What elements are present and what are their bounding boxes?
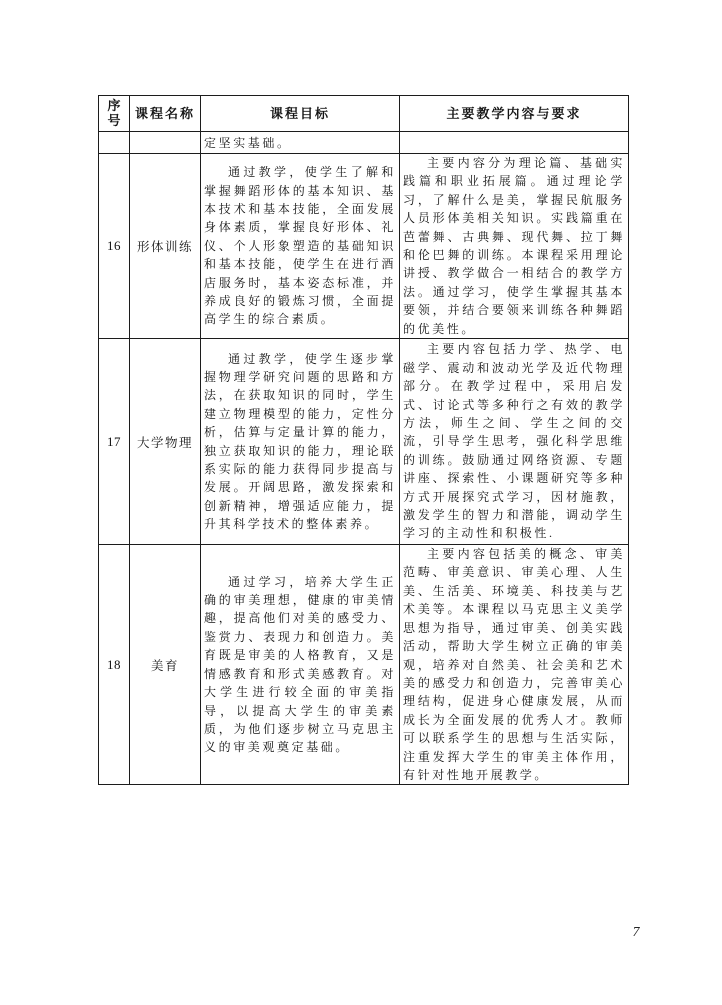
row-17-course-name: 大学物理 xyxy=(130,339,201,545)
row-17-content xyxy=(400,339,629,545)
row-18-course-name: 美育 xyxy=(130,545,201,785)
header-no-label: 序号 xyxy=(107,98,121,128)
continuation-no-cell xyxy=(99,132,130,154)
header-course-objective: 课程目标 xyxy=(201,96,400,132)
table-row-17 xyxy=(99,339,629,545)
row-16-objective-text: 通过教学，使学生了解和掌握舞蹈形体的基本知识、基本技术和基本技能，全面发展身体素质，掌握良好形体、礼仪、个人形象塑造的基础知识和基本技能，使学生在进行酒店服务时，基本姿态标准，并养成良好的锻炼习惯，全面提高学生的综合素质。 xyxy=(204,165,396,327)
row-16-content xyxy=(400,154,629,339)
row-18-content xyxy=(400,545,629,785)
header-teaching-content: 主要教学内容与要求 xyxy=(400,96,629,132)
table-header-row xyxy=(99,96,629,132)
row-17-content-text: 主要内容包括力学、热学、电磁学、震动和波动光学及近代物理部分。在教学过程中，采用启发式、讨论式等多种行之有效的教学方法，师生之间、学生之间的交流，引导学生思考，强化科学思维的训练。鼓励通过网络资源、专题讲座、探索性、小课题研究等多种方式开展探究式学习，因材施教，激发学生的智力和潜能，调动学生学习的主动性和积极性. xyxy=(403,342,625,541)
header-no xyxy=(99,96,130,132)
continuation-row xyxy=(99,132,629,154)
row-18-no: 18 xyxy=(99,545,130,785)
course-table xyxy=(98,95,629,785)
table-row-16 xyxy=(99,154,629,339)
row-16-course-name: 形体训练 xyxy=(130,154,201,339)
row-16-content-text: 主要内容分为理论篇、基础实践篇和职业拓展篇。通过理论学习，了解什么是美，掌握民航服务人员形体美相关知识。实践篇重在芭蕾舞、古典舞、现代舞、拉丁舞和伦巴舞的训练。本课程采用理论讲授、教学做合一相结合的教学方法。通过学习，使学生掌握其基本要领，并结合要领来训练各种舞蹈的优美性。 xyxy=(403,156,625,336)
row-17-objective-text: 通过教学，使学生逐步掌握物理学研究问题的思路和方法，在获取知识的同时，学生建立物理模型的能力，定性分析，估算与定量计算的能力，独立获取知识的能力，理论联系实际的能力获得同步提高与发展。开阔思路，激发探索和创新精神，增强适应能力，提升其科学技术的整体素养。 xyxy=(204,351,396,532)
header-course-name: 课程名称 xyxy=(130,96,201,132)
page-number: 7 xyxy=(632,925,640,940)
row-18-objective-text: 通过学习，培养大学生正确的审美理想，健康的审美情趣，提高他们对美的感受力、鉴赏力、表现力和创造力。美育既是审美的人格教育，又是情感教育和形式美感教育。对大学生进行较全面的审美指导，以提高大学生的审美素质，为他们逐步树立马克思主义的审美观奠定基础。 xyxy=(204,574,396,755)
row-17-objective xyxy=(201,339,400,545)
row-16-no: 16 xyxy=(99,154,130,339)
row-17-no: 17 xyxy=(99,339,130,545)
row-18-objective xyxy=(201,545,400,785)
table-row-18 xyxy=(99,545,629,785)
continuation-objective-cell: 定坚实基础。 xyxy=(201,132,400,154)
continuation-name-cell xyxy=(130,132,201,154)
row-16-objective xyxy=(201,154,400,339)
row-18-content-text: 主要内容包括美的概念、审美范畴、审美意识、审美心理、人生美、生活美、环境美、科技美与艺术美等。本课程以马克思主义美学思想为指导，通过审美、创美实践活动，帮助大学生树立正确的审美观，培养对自然美、社会美和艺术美的感受力和创造力，完善审美心理结构，促进身心健康发展，从而成长为全面发展的优秀人才。教师可以联系学生的思想与生活实际，注重发挥大学生的审美主体作用，有针对性地开展教学。 xyxy=(403,547,625,782)
continuation-content-cell xyxy=(400,132,629,154)
